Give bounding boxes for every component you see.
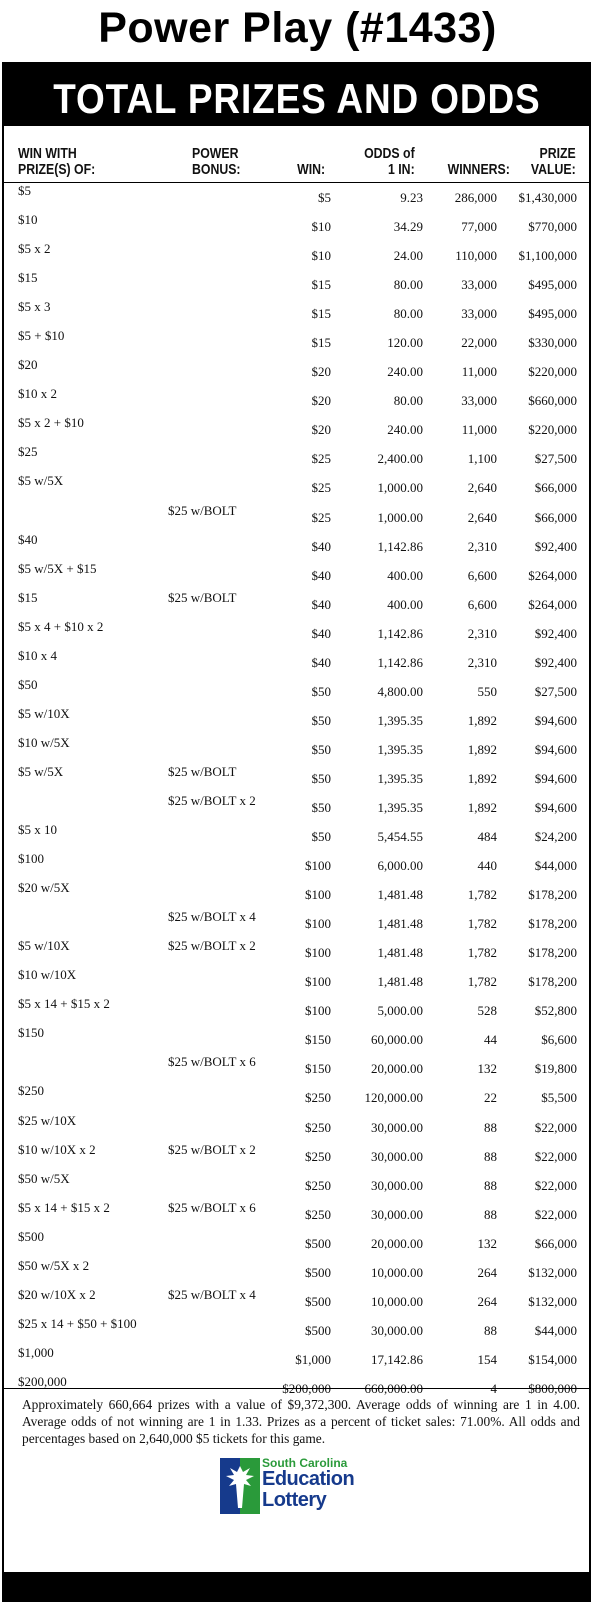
cell-value: $92,400 bbox=[534, 538, 577, 554]
cell-win: $25 bbox=[311, 451, 331, 467]
cell-winners: 88 bbox=[484, 1206, 497, 1222]
cell-winners: 77,000 bbox=[461, 219, 497, 235]
cell-odds: 1,481.48 bbox=[377, 916, 423, 932]
cell-odds: 30,000.00 bbox=[371, 1322, 423, 1338]
cell-win: $250 bbox=[305, 1148, 331, 1164]
cell-prize: $5 bbox=[18, 183, 31, 198]
table-row bbox=[4, 1083, 589, 1112]
cell-winners: 1,892 bbox=[467, 741, 497, 757]
cell-winners: 1,892 bbox=[467, 770, 497, 786]
table-row bbox=[4, 880, 589, 909]
table-row bbox=[4, 444, 589, 473]
cell-winners: 22 bbox=[484, 1090, 497, 1106]
bottom-bar bbox=[4, 1572, 589, 1600]
cell-prize: $15 bbox=[18, 270, 38, 286]
cell-win: $25 bbox=[311, 480, 331, 496]
cell-value: $220,000 bbox=[528, 422, 577, 438]
cell-prize: $20 bbox=[18, 357, 38, 373]
cell-winners: 2,640 bbox=[467, 480, 497, 496]
cell-win: $250 bbox=[305, 1090, 331, 1106]
table-row bbox=[4, 1142, 589, 1171]
cell-odds: 1,142.86 bbox=[377, 654, 423, 670]
cell-winners: 88 bbox=[484, 1119, 497, 1135]
cell-value: $264,000 bbox=[528, 596, 577, 612]
cell-value: $52,800 bbox=[534, 1003, 577, 1019]
cell-winners: 264 bbox=[477, 1264, 497, 1280]
cell-odds: 5,454.55 bbox=[377, 829, 423, 845]
cell-winners: 33,000 bbox=[461, 277, 497, 293]
cell-win: $50 bbox=[311, 770, 331, 786]
cell-odds: 80.00 bbox=[393, 277, 423, 293]
cell-odds: 1,481.48 bbox=[377, 974, 423, 990]
cell-odds: 10,000.00 bbox=[371, 1293, 423, 1309]
table-row bbox=[4, 735, 589, 764]
table-row bbox=[4, 677, 589, 706]
cell-value: $770,000 bbox=[528, 219, 577, 235]
cell-winners: 286,000 bbox=[454, 190, 497, 205]
cell-odds: 80.00 bbox=[393, 306, 423, 322]
cell-odds: 20,000.00 bbox=[371, 1235, 423, 1251]
cell-win: $500 bbox=[305, 1235, 331, 1251]
table-row bbox=[4, 299, 589, 328]
cell-win: $50 bbox=[311, 829, 331, 845]
cell-prize: $200,000 bbox=[18, 1373, 67, 1389]
cell-odds: 660,000.00 bbox=[364, 1380, 423, 1396]
table-banner bbox=[4, 64, 589, 126]
cell-prize: $10 w/10X bbox=[18, 967, 77, 983]
cell-winners: 11,000 bbox=[461, 422, 497, 438]
cell-prize: $5 w/5X + $15 bbox=[18, 560, 97, 576]
cell-win: $10 bbox=[311, 219, 331, 235]
cell-winners: 2,310 bbox=[467, 538, 497, 554]
cell-value: $22,000 bbox=[534, 1148, 577, 1164]
cell-win: $500 bbox=[305, 1293, 331, 1309]
cell-odds: 60,000.00 bbox=[371, 1032, 423, 1048]
cell-odds: 5,000.00 bbox=[377, 1003, 423, 1019]
cell-winners: 440 bbox=[477, 858, 497, 874]
cell-value: $800,000 bbox=[528, 1380, 577, 1396]
footer-divider bbox=[4, 1388, 589, 1389]
cell-winners: 1,782 bbox=[467, 916, 497, 932]
cell-winners: 1,782 bbox=[467, 974, 497, 990]
cell-win: $40 bbox=[311, 596, 331, 612]
cell-value: $92,400 bbox=[534, 654, 577, 670]
header-win: WIN: bbox=[296, 161, 325, 178]
cell-odds: 9.23 bbox=[400, 190, 423, 205]
table-row bbox=[4, 619, 589, 648]
cell-value: $178,200 bbox=[528, 974, 577, 990]
header-prize: WIN WITH PRIZE(S) OF: bbox=[18, 145, 96, 178]
table-row bbox=[4, 1345, 589, 1374]
cell-odds: 1,000.00 bbox=[377, 480, 423, 496]
cell-odds: 400.00 bbox=[387, 567, 423, 583]
cell-value: $44,000 bbox=[534, 1322, 577, 1338]
logo-line2: Education bbox=[262, 1468, 355, 1490]
cell-win: $50 bbox=[311, 712, 331, 728]
cell-win: $20 bbox=[311, 422, 331, 438]
cell-win: $250 bbox=[305, 1206, 331, 1222]
cell-value: $1,430,000 bbox=[518, 190, 577, 205]
cell-prize: $250 bbox=[18, 1083, 44, 1099]
cell-win: $100 bbox=[305, 974, 331, 990]
cell-odds: 30,000.00 bbox=[371, 1177, 423, 1193]
cell-prize: $50 w/5X x 2 bbox=[18, 1257, 90, 1273]
cell-odds: 1,395.35 bbox=[377, 712, 423, 728]
cell-prize: $10 x 2 bbox=[18, 386, 57, 402]
cell-odds: 1,142.86 bbox=[377, 538, 423, 554]
table-row bbox=[4, 561, 589, 590]
cell-value: $19,800 bbox=[534, 1061, 577, 1077]
cell-win: $500 bbox=[305, 1264, 331, 1280]
table-row bbox=[4, 212, 589, 241]
cell-value: $66,000 bbox=[534, 509, 577, 525]
table-row bbox=[4, 1316, 589, 1345]
cell-value: $94,600 bbox=[534, 741, 577, 757]
cell-win: $150 bbox=[305, 1061, 331, 1077]
table-row bbox=[4, 851, 589, 880]
cell-prize: $25 x 14 + $50 + $100 bbox=[18, 1315, 137, 1331]
cell-value: $27,500 bbox=[534, 451, 577, 467]
cell-win: $100 bbox=[305, 945, 331, 961]
cell-win: $5 bbox=[318, 190, 331, 205]
cell-bonus: $25 w/BOLT x 2 bbox=[168, 1141, 256, 1157]
cell-prize: $50 bbox=[18, 676, 38, 692]
cell-value: $330,000 bbox=[528, 335, 577, 351]
cell-win: $100 bbox=[305, 916, 331, 932]
cell-prize: $5 x 10 bbox=[18, 822, 57, 838]
cell-prize: $5 w/10X bbox=[18, 705, 70, 721]
header-value: PRIZE VALUE: bbox=[531, 145, 576, 178]
cell-value: $660,000 bbox=[528, 393, 577, 409]
cell-prize: $20 w/5X bbox=[18, 880, 70, 896]
cell-win: $50 bbox=[311, 799, 331, 815]
cell-value: $22,000 bbox=[534, 1206, 577, 1222]
cell-winners: 1,100 bbox=[467, 451, 497, 467]
cell-win: $500 bbox=[305, 1322, 331, 1338]
table-row bbox=[4, 386, 589, 415]
cell-value: $1,100,000 bbox=[518, 248, 577, 264]
table-body bbox=[4, 183, 589, 1403]
table-row bbox=[4, 1200, 589, 1229]
cell-odds: 80.00 bbox=[393, 393, 423, 409]
cell-prize: $25 bbox=[18, 444, 38, 460]
cell-value: $22,000 bbox=[534, 1119, 577, 1135]
cell-value: $6,600 bbox=[541, 1032, 577, 1048]
cell-prize: $15 bbox=[18, 589, 38, 605]
cell-value: $94,600 bbox=[534, 799, 577, 815]
cell-win: $100 bbox=[305, 858, 331, 874]
cell-winners: 110,000 bbox=[455, 248, 497, 264]
cell-win: $40 bbox=[311, 567, 331, 583]
cell-odds: 1,395.35 bbox=[377, 741, 423, 757]
cell-win: $1,000 bbox=[295, 1351, 331, 1367]
odds-note: Approximately 660,664 prizes with a value of $9,372,300. Average odds of winning are 1 in 4.00. Average odds of not winning are 1 in 1.33. Prizes as a percent of ticket sales: 71.00%. All odds and percentages based on 2,640,000 $5 tickets for this game. bbox=[22, 1397, 580, 1446]
cell-odds: 20,000.00 bbox=[371, 1061, 423, 1077]
cell-winners: 88 bbox=[484, 1177, 497, 1193]
cell-winners: 1,892 bbox=[467, 799, 497, 815]
table-row bbox=[4, 706, 589, 735]
cell-odds: 34.29 bbox=[393, 219, 423, 235]
cell-winners: 88 bbox=[484, 1322, 497, 1338]
cell-win: $50 bbox=[311, 683, 331, 699]
cell-win: $25 bbox=[311, 509, 331, 525]
cell-prize: $5 w/10X bbox=[18, 938, 70, 954]
table-row bbox=[4, 1113, 589, 1142]
cell-win: $20 bbox=[311, 393, 331, 409]
table-row bbox=[4, 270, 589, 299]
table-row bbox=[4, 996, 589, 1025]
table-row bbox=[4, 822, 589, 851]
cell-bonus: $25 w/BOLT bbox=[168, 763, 237, 779]
cell-winners: 1,782 bbox=[467, 887, 497, 903]
cell-winners: 22,000 bbox=[461, 335, 497, 351]
cell-prize: $1,000 bbox=[18, 1344, 54, 1360]
cell-prize: $500 bbox=[18, 1228, 44, 1244]
table-row bbox=[4, 1025, 589, 1054]
cell-win: $15 bbox=[311, 277, 331, 293]
table-row bbox=[4, 532, 589, 561]
table-row bbox=[4, 648, 589, 677]
cell-prize: $5 x 3 bbox=[18, 299, 51, 315]
table-row bbox=[4, 764, 589, 793]
cell-value: $495,000 bbox=[528, 306, 577, 322]
cell-bonus: $25 w/BOLT bbox=[168, 589, 237, 605]
cell-winners: 6,600 bbox=[467, 567, 497, 583]
cell-winners: 1,892 bbox=[467, 712, 497, 728]
table-header bbox=[4, 126, 589, 183]
cell-odds: 10,000.00 bbox=[371, 1264, 423, 1280]
cell-odds: 1,395.35 bbox=[377, 799, 423, 815]
logo-line3: Lottery bbox=[262, 1489, 327, 1511]
cell-win: $20 bbox=[311, 364, 331, 380]
cell-winners: 132 bbox=[477, 1061, 497, 1077]
cell-value: $178,200 bbox=[528, 945, 577, 961]
cell-winners: 6,600 bbox=[467, 596, 497, 612]
cell-winners: 264 bbox=[477, 1293, 497, 1309]
table-row bbox=[4, 1054, 589, 1083]
cell-bonus: $25 w/BOLT x 2 bbox=[168, 792, 256, 808]
cell-prize: $5 x 2 bbox=[18, 241, 51, 257]
cell-winners: 4 bbox=[490, 1380, 497, 1396]
cell-win: $150 bbox=[305, 1032, 331, 1048]
cell-value: $66,000 bbox=[534, 480, 577, 496]
table-row bbox=[4, 183, 589, 212]
table-row bbox=[4, 503, 589, 532]
cell-bonus: $25 w/BOLT x 2 bbox=[168, 938, 256, 954]
table-row bbox=[4, 909, 589, 938]
cell-prize: $100 bbox=[18, 851, 44, 867]
cell-odds: 1,395.35 bbox=[377, 770, 423, 786]
cell-value: $178,200 bbox=[528, 887, 577, 903]
cell-prize: $5 x 4 + $10 x 2 bbox=[18, 618, 104, 634]
cell-value: $66,000 bbox=[534, 1235, 577, 1251]
table-row bbox=[4, 357, 589, 386]
cell-win: $10 bbox=[311, 248, 331, 264]
cell-odds: 30,000.00 bbox=[371, 1119, 423, 1135]
cell-odds: 240.00 bbox=[387, 422, 423, 438]
table-row bbox=[4, 793, 589, 822]
cell-win: $15 bbox=[311, 335, 331, 351]
cell-value: $178,200 bbox=[528, 916, 577, 932]
cell-odds: 1,481.48 bbox=[377, 945, 423, 961]
cell-winners: 33,000 bbox=[461, 306, 497, 322]
cell-win: $40 bbox=[311, 654, 331, 670]
table-row bbox=[4, 328, 589, 357]
banner-text: TOTAL PRIZES AND ODDS bbox=[52, 75, 541, 122]
logo-line1: South Carolina bbox=[262, 1456, 348, 1470]
cell-winners: 1,782 bbox=[467, 945, 497, 961]
table-row bbox=[4, 1229, 589, 1258]
cell-winners: 132 bbox=[477, 1235, 497, 1251]
cell-win: $40 bbox=[311, 625, 331, 641]
cell-prize: $40 bbox=[18, 531, 38, 547]
palmetto-tree-icon bbox=[220, 1458, 260, 1514]
lottery-logo bbox=[220, 1456, 380, 1516]
cell-winners: 44 bbox=[484, 1032, 497, 1048]
table-row bbox=[4, 473, 589, 502]
cell-prize: $5 + $10 bbox=[18, 328, 65, 344]
cell-winners: 88 bbox=[484, 1148, 497, 1164]
cell-win: $100 bbox=[305, 887, 331, 903]
cell-bonus: $25 w/BOLT x 6 bbox=[168, 1199, 256, 1215]
cell-odds: 240.00 bbox=[387, 364, 423, 380]
table-row bbox=[4, 1171, 589, 1200]
table-row bbox=[4, 967, 589, 996]
cell-value: $132,000 bbox=[528, 1293, 577, 1309]
table-row bbox=[4, 938, 589, 967]
cell-value: $24,200 bbox=[534, 829, 577, 845]
cell-prize: $10 bbox=[18, 212, 38, 228]
cell-prize: $10 x 4 bbox=[18, 647, 57, 663]
cell-odds: 30,000.00 bbox=[371, 1148, 423, 1164]
header-winners: WINNERS: bbox=[447, 161, 510, 178]
prize-table-frame bbox=[2, 62, 591, 1602]
cell-win: $15 bbox=[311, 306, 331, 322]
cell-prize: $25 w/10X bbox=[18, 1112, 77, 1128]
cell-value: $22,000 bbox=[534, 1177, 577, 1193]
table-row bbox=[4, 415, 589, 444]
cell-bonus: $25 w/BOLT x 4 bbox=[168, 1286, 256, 1302]
cell-value: $220,000 bbox=[528, 364, 577, 380]
cell-winners: 154 bbox=[477, 1351, 497, 1367]
cell-winners: 528 bbox=[477, 1003, 497, 1019]
cell-odds: 1,000.00 bbox=[377, 509, 423, 525]
cell-win: $250 bbox=[305, 1177, 331, 1193]
cell-value: $27,500 bbox=[534, 683, 577, 699]
cell-value: $495,000 bbox=[528, 277, 577, 293]
cell-value: $5,500 bbox=[541, 1090, 577, 1106]
cell-odds: 30,000.00 bbox=[371, 1206, 423, 1222]
cell-win: $100 bbox=[305, 1003, 331, 1019]
cell-odds: 2,400.00 bbox=[377, 451, 423, 467]
cell-winners: 484 bbox=[477, 829, 497, 845]
header-bonus: POWER BONUS: bbox=[192, 145, 241, 178]
cell-odds: 24.00 bbox=[393, 248, 423, 264]
cell-prize: $10 w/5X bbox=[18, 734, 70, 750]
cell-win: $250 bbox=[305, 1119, 331, 1135]
cell-prize: $5 w/5X bbox=[18, 473, 64, 489]
cell-bonus: $25 w/BOLT x 6 bbox=[168, 1054, 256, 1070]
cell-prize: $20 w/10X x 2 bbox=[18, 1286, 96, 1302]
cell-value: $264,000 bbox=[528, 567, 577, 583]
table-row bbox=[4, 1258, 589, 1287]
cell-odds: 400.00 bbox=[387, 596, 423, 612]
page-title: Power Play (#1433) bbox=[98, 4, 497, 52]
cell-odds: 120,000.00 bbox=[364, 1090, 423, 1106]
cell-prize: $50 w/5X bbox=[18, 1170, 70, 1186]
cell-value: $154,000 bbox=[528, 1351, 577, 1367]
cell-winners: 11,000 bbox=[461, 364, 497, 380]
cell-odds: 4,800.00 bbox=[377, 683, 423, 699]
cell-prize: $5 x 2 + $10 bbox=[18, 415, 84, 431]
cell-odds: 17,142.86 bbox=[371, 1351, 423, 1367]
cell-value: $132,000 bbox=[528, 1264, 577, 1280]
cell-win: $40 bbox=[311, 538, 331, 554]
cell-odds: 6,000.00 bbox=[377, 858, 423, 874]
cell-win: $200,000 bbox=[282, 1380, 331, 1396]
cell-value: $94,600 bbox=[534, 712, 577, 728]
cell-bonus: $25 w/BOLT x 4 bbox=[168, 909, 256, 925]
cell-odds: 1,481.48 bbox=[377, 887, 423, 903]
cell-odds: 1,142.86 bbox=[377, 625, 423, 641]
cell-prize: $10 w/10X x 2 bbox=[18, 1141, 96, 1157]
cell-win: $50 bbox=[311, 741, 331, 757]
cell-bonus: $25 w/BOLT bbox=[168, 502, 237, 518]
cell-prize: $5 x 14 + $15 x 2 bbox=[18, 996, 110, 1012]
cell-value: $92,400 bbox=[534, 625, 577, 641]
cell-winners: 2,310 bbox=[467, 654, 497, 670]
cell-winners: 2,310 bbox=[467, 625, 497, 641]
cell-winners: 33,000 bbox=[461, 393, 497, 409]
cell-value: $94,600 bbox=[534, 770, 577, 786]
cell-winners: 2,640 bbox=[467, 509, 497, 525]
cell-winners: 550 bbox=[477, 683, 497, 699]
cell-odds: 120.00 bbox=[387, 335, 423, 351]
cell-prize: $150 bbox=[18, 1025, 44, 1041]
table-row bbox=[4, 241, 589, 270]
cell-prize: $5 x 14 + $15 x 2 bbox=[18, 1199, 110, 1215]
header-odds: ODDS of 1 IN: bbox=[364, 145, 415, 178]
table-row bbox=[4, 1287, 589, 1316]
cell-value: $44,000 bbox=[534, 858, 577, 874]
table-row bbox=[4, 590, 589, 619]
cell-prize: $5 w/5X bbox=[18, 763, 64, 779]
